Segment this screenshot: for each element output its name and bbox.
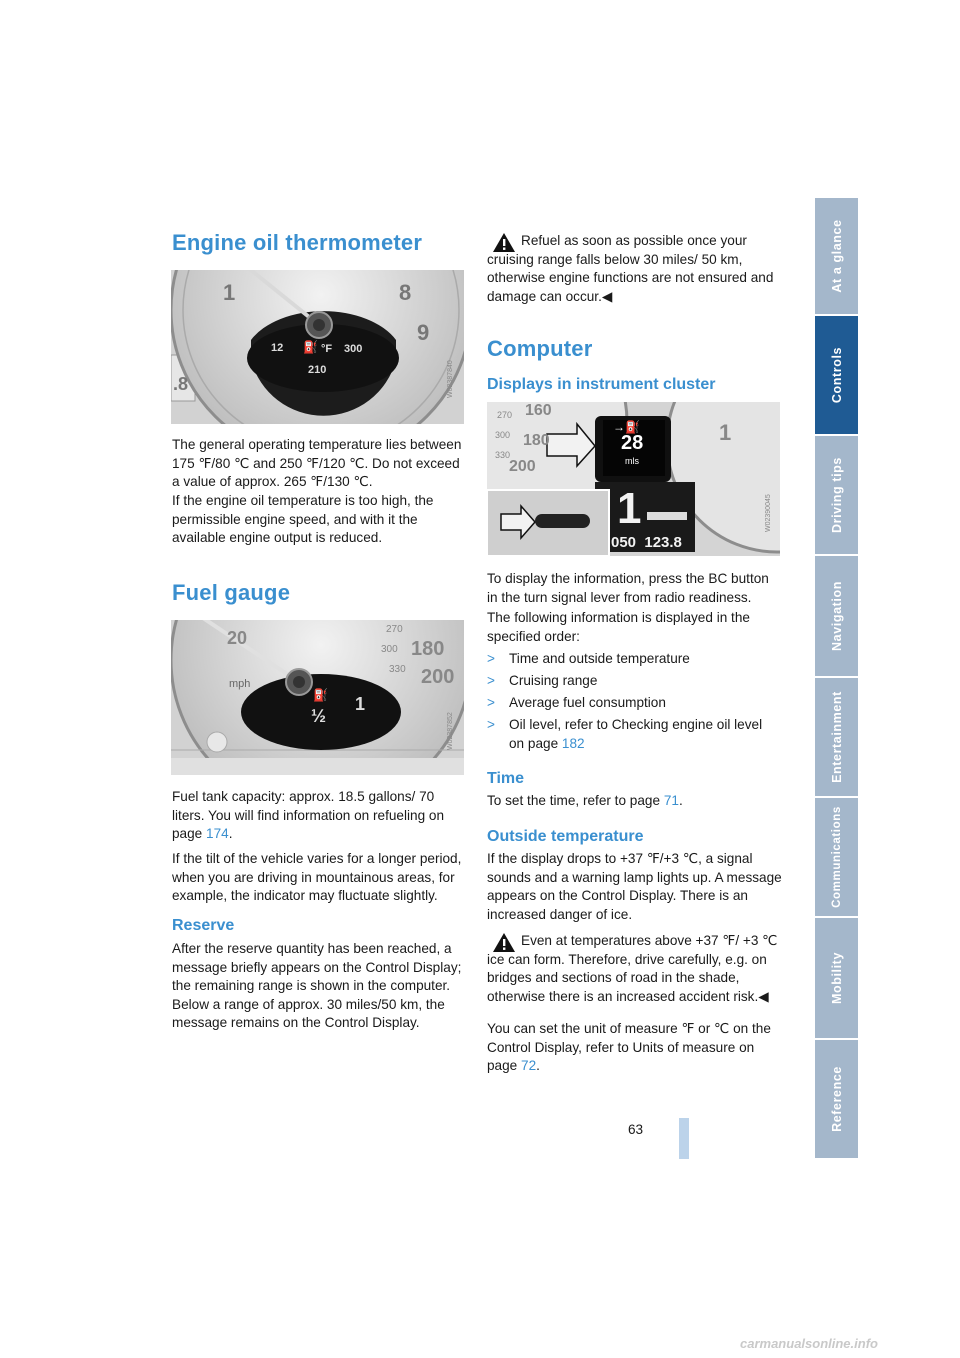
photo-code: W02390045 xyxy=(765,494,772,532)
engine-oil-gauge-photo xyxy=(171,270,464,424)
subsection-title-reserve: Reserve xyxy=(172,917,235,934)
gauge-label: 200 xyxy=(421,666,455,688)
gauge-label: 330 xyxy=(389,664,406,675)
subsection-title-displays: Displays in instrument cluster xyxy=(487,376,716,393)
tab-communications[interactable] xyxy=(815,798,858,918)
list-item-text: Time and outside temperature xyxy=(509,651,690,666)
gauge-label: 9 xyxy=(417,320,430,345)
gauge-label: ½ xyxy=(311,706,327,726)
gauge-label: 8 xyxy=(399,280,412,305)
photo-code: W02387852 xyxy=(447,712,454,750)
ice-warning: Even at temperatures above +37 ℉/ +3 ℃ ice can form. Therefore, drive carefully, e.g. on bridges and sections of road in the shade, otherwise there is an increased accident risk.◀ xyxy=(487,933,778,1004)
section-title-engine-oil: Engine oil thermometer xyxy=(172,230,423,255)
fuel-capacity-end: . xyxy=(228,826,233,842)
gauge-label: 1 xyxy=(355,694,366,714)
gauge-label: 330 xyxy=(495,450,511,460)
page-marker-bar xyxy=(679,1118,689,1159)
gauge-label: .8 xyxy=(173,374,189,394)
tab-label: Mobility xyxy=(829,951,844,1005)
gauge-label: 12 xyxy=(271,342,284,354)
fuel-tilt-paragraph: If the tilt of the vehicle varies for a longer period, when you are driving in mountainous areas, for example, the indicator may fluctuate slightly. xyxy=(172,851,462,904)
tab-navigation[interactable] xyxy=(815,556,858,678)
gauge-label: mph xyxy=(229,678,251,690)
gauge-label: 160 xyxy=(525,402,552,419)
time-text-end: . xyxy=(678,793,683,808)
tab-label: Driving tips xyxy=(829,457,844,533)
gauge-label: 180 xyxy=(411,638,445,660)
page-link-174[interactable]: 174 xyxy=(206,826,229,842)
gauge-label: °F xyxy=(321,343,333,355)
photo-code: W02387840 xyxy=(447,360,454,398)
list-item xyxy=(487,694,782,713)
page-link-71[interactable]: 71 xyxy=(663,793,679,808)
reserve-paragraph: After the reserve quantity has been reached, a message briefly appears on the Control Display; the remaining range is shown in the computer. Below a range of approx. 30 miles/50 km, the message remains on the Control Display. xyxy=(172,941,462,1031)
oil-overheat-paragraph: If the engine oil temperature is too high, the permissible engine speed, and with it the available engine output is reduced. xyxy=(172,493,434,546)
gauge-label: 180 xyxy=(523,432,550,449)
section-title-computer: Computer xyxy=(487,336,593,361)
time-paragraph xyxy=(487,792,782,811)
gauge-label: 20 xyxy=(227,628,248,648)
subsection-title-time: Time xyxy=(487,770,525,787)
gauge-label: 300 xyxy=(381,644,398,655)
gauge-label: 1 xyxy=(223,280,236,305)
units-text-end: . xyxy=(536,1058,540,1074)
fuel-pump-icon: ⛽ xyxy=(313,688,328,702)
bullet-marker: > xyxy=(487,695,495,710)
bullet-marker: > xyxy=(487,651,495,666)
list-item xyxy=(487,650,782,669)
units-text: You can set the unit of measure ℉ or ℃ on the Control Display, refer to Units of measure on page xyxy=(487,1021,771,1074)
bullet-marker: > xyxy=(487,673,495,688)
range-value: 28 xyxy=(621,432,644,454)
section-title-fuel-gauge: Fuel gauge xyxy=(172,580,291,605)
tab-driving-tips[interactable] xyxy=(815,436,858,556)
refuel-warning: Refuel as soon as possible once your cruising range falls below 30 miles/ 50 km, otherwise engine functions are not ensured and damage can occur.◀ xyxy=(487,233,774,304)
range-arrow-icon: →⛽ xyxy=(613,420,640,434)
gauge-label: 270 xyxy=(386,624,403,635)
tab-label: Controls xyxy=(829,346,844,404)
gear-indicator: 1 xyxy=(617,484,642,533)
gauge-label: 200 xyxy=(509,458,536,475)
page-number: 63 xyxy=(628,1122,644,1137)
watermark: carmanualsonline.info xyxy=(740,1336,878,1351)
range-unit: mls xyxy=(625,456,639,466)
list-item-text: Cruising range xyxy=(509,673,598,688)
list-item-text xyxy=(509,716,779,753)
tab-at-a-glance[interactable] xyxy=(815,198,858,316)
bullet-marker: > xyxy=(487,717,495,732)
tab-label: Reference xyxy=(829,1066,844,1132)
page-link-72[interactable]: 72 xyxy=(521,1058,537,1074)
oil-temp-paragraph: The general operating temperature lies between 175 ℉/80 ℃ and 250 ℉/120 ℃. Do not exceed a value of approx. 265 ℉/130 ℃. xyxy=(172,437,462,490)
bc-button-paragraph: To display the information, press the BC button in the turn signal lever from radio readiness. xyxy=(487,571,769,605)
gauge-label: 300 xyxy=(495,430,511,440)
tab-controls[interactable] xyxy=(815,316,858,436)
list-item xyxy=(487,716,782,754)
oil-can-icon: ⛽ xyxy=(303,340,318,354)
display-order-paragraph: The following information is displayed in the specified order: xyxy=(487,610,750,644)
gauge-label: 270 xyxy=(497,410,513,420)
fuel-capacity-text: Fuel tank capacity: approx. 18.5 gallons/ 70 liters. You will find information on refueling on page xyxy=(172,789,445,842)
gauge-label: 300 xyxy=(344,343,363,355)
tab-label: Navigation xyxy=(829,581,844,651)
tab-label: At a glance xyxy=(829,219,844,293)
tab-entertainment[interactable] xyxy=(815,678,858,798)
list-item xyxy=(487,672,782,691)
tab-label: Communications xyxy=(830,806,843,908)
page-link-182[interactable]: 182 xyxy=(561,735,585,751)
list-item-text: Average fuel consumption xyxy=(509,695,666,710)
oil-level-text: Oil level, refer to Checking engine oil level on page xyxy=(509,717,763,751)
time-text: To set the time, refer to page xyxy=(487,793,664,808)
instrument-cluster-photo xyxy=(487,402,780,556)
units-paragraph xyxy=(487,1020,782,1076)
fuel-gauge-photo xyxy=(171,620,464,775)
chapter-tabs xyxy=(815,198,858,1160)
tab-mobility[interactable] xyxy=(815,918,858,1040)
gauge-label: 210 xyxy=(308,364,327,376)
tab-label: Entertainment xyxy=(829,691,844,783)
fuel-capacity-paragraph xyxy=(172,788,467,844)
subsection-title-outside-temp: Outside temperature xyxy=(487,828,644,845)
tab-reference[interactable] xyxy=(815,1040,858,1160)
odometer: 050 123.8 xyxy=(611,534,682,551)
outside-temp-paragraph: If the display drops to +37 ℉/+3 ℃, a signal sounds and a warning lamp lights up. A message appears on the Control Display. There is an increased danger of ice. xyxy=(487,851,782,922)
gauge-label: 1 xyxy=(719,420,732,445)
